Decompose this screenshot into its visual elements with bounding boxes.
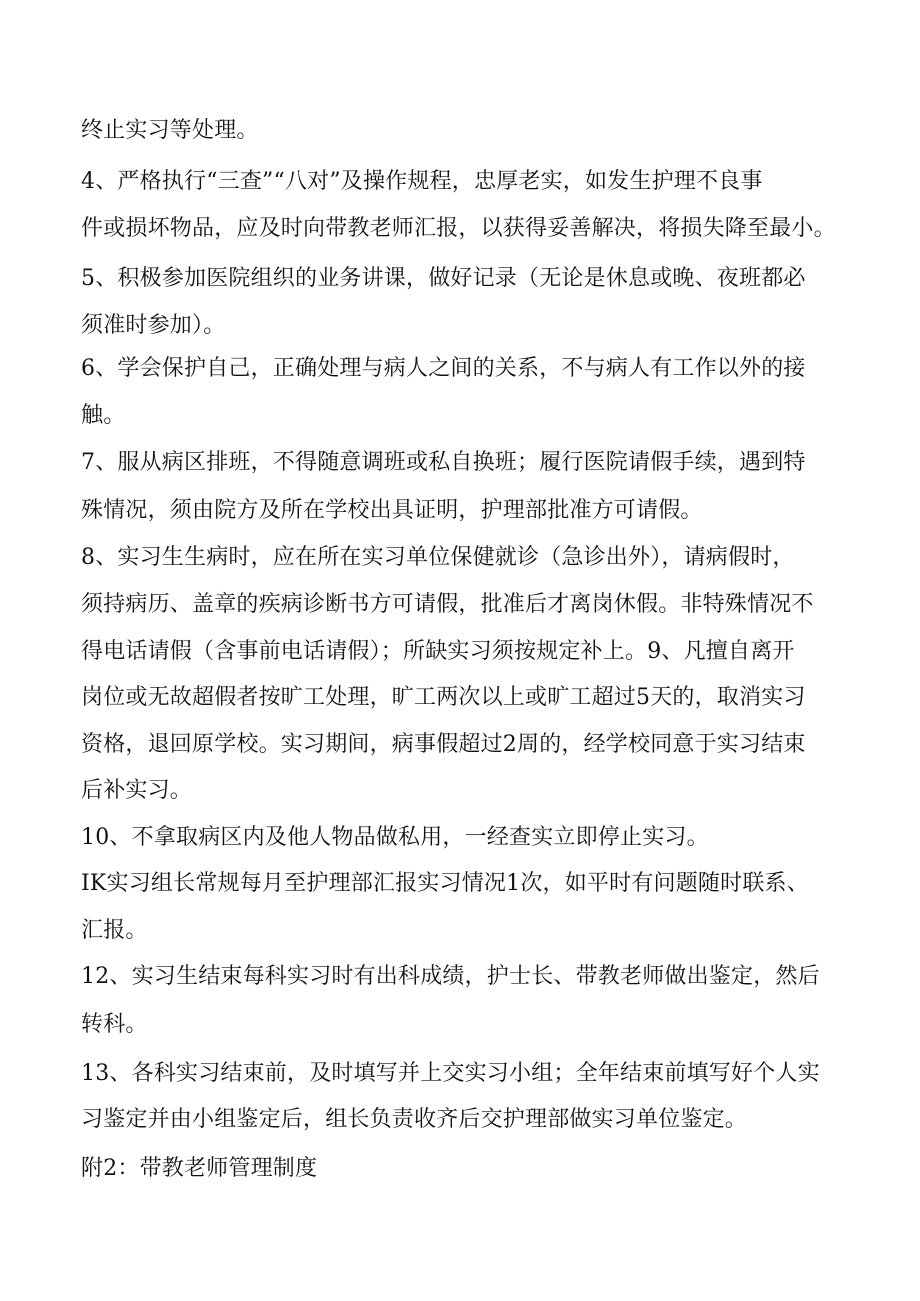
text-line: 12、实习生结束每科实习时有出科成绩，护士长、带教老师做出鉴定，然后: [81, 964, 820, 989]
text-line: 须持病历、盖章的疾病诊断书方可请假，批准后才离岗休假。非特殊情况不: [81, 592, 814, 617]
text-line: 习鉴定并由小组鉴定后，组长负责收齐后交护理部做实习单位鉴定。: [81, 1107, 748, 1132]
text-line: 岗位或无故超假者按旷工处理，旷工两次以上或旷工超过5天的，取消实习: [81, 685, 806, 710]
text-line: 资格，退回原学校。实习期间，病事假超过2周的，经学校同意于实习结束: [81, 732, 806, 757]
text-line: 6、学会保护自己，正确处理与病人之间的关系，不与病人有工作以外的接: [81, 356, 806, 381]
text-line: 8、实习生生病时，应在所在实习单位保健就诊（急诊出外），请病假时，: [81, 545, 795, 570]
text-line: 终止实习等处理。: [81, 118, 259, 143]
section-heading: 附2：带教老师管理制度: [81, 1156, 318, 1181]
text-line: 10、不拿取病区内及他人物品做私用，一经查实立即停止实习。: [81, 825, 709, 850]
text-line: 得电话请假（含事前电话请假）；所缺实习须按规定补上。9、凡擅自离开: [81, 639, 795, 664]
text-line: 殊情况，须由院方及所在学校出具证明，护理部批准方可请假。: [81, 498, 703, 523]
text-line: IK实习组长常规每月至护理部汇报实习情况1次，如平时有问题随时联系、: [81, 871, 809, 896]
text-line: 转科。: [81, 1012, 148, 1037]
text-line: 件或损坏物品，应及时向带教老师汇报，以获得妥善解决，将损失降至最小。: [81, 216, 836, 241]
text-line: 13、各科实习结束前，及时填写并上交实习小组；全年结束前填写好个人实: [81, 1061, 820, 1086]
text-line: 触。: [81, 403, 126, 428]
text-line: 4、严格执行“三查”“八对”及操作规程，忠厚老实，如发生护理不良事: [81, 169, 763, 194]
text-line: 后补实习。: [81, 778, 193, 803]
text-line: 7、服从病区排班，不得随意调班或私自换班；履行医院请假手续，遇到特: [81, 450, 806, 475]
text-line: 汇报。: [81, 918, 148, 943]
text-line: 5、积极参加医院组织的业务讲课，做好记录（无论是休息或晚、夜班都必: [81, 266, 806, 291]
text-line: 须准时参加）。: [81, 313, 226, 338]
